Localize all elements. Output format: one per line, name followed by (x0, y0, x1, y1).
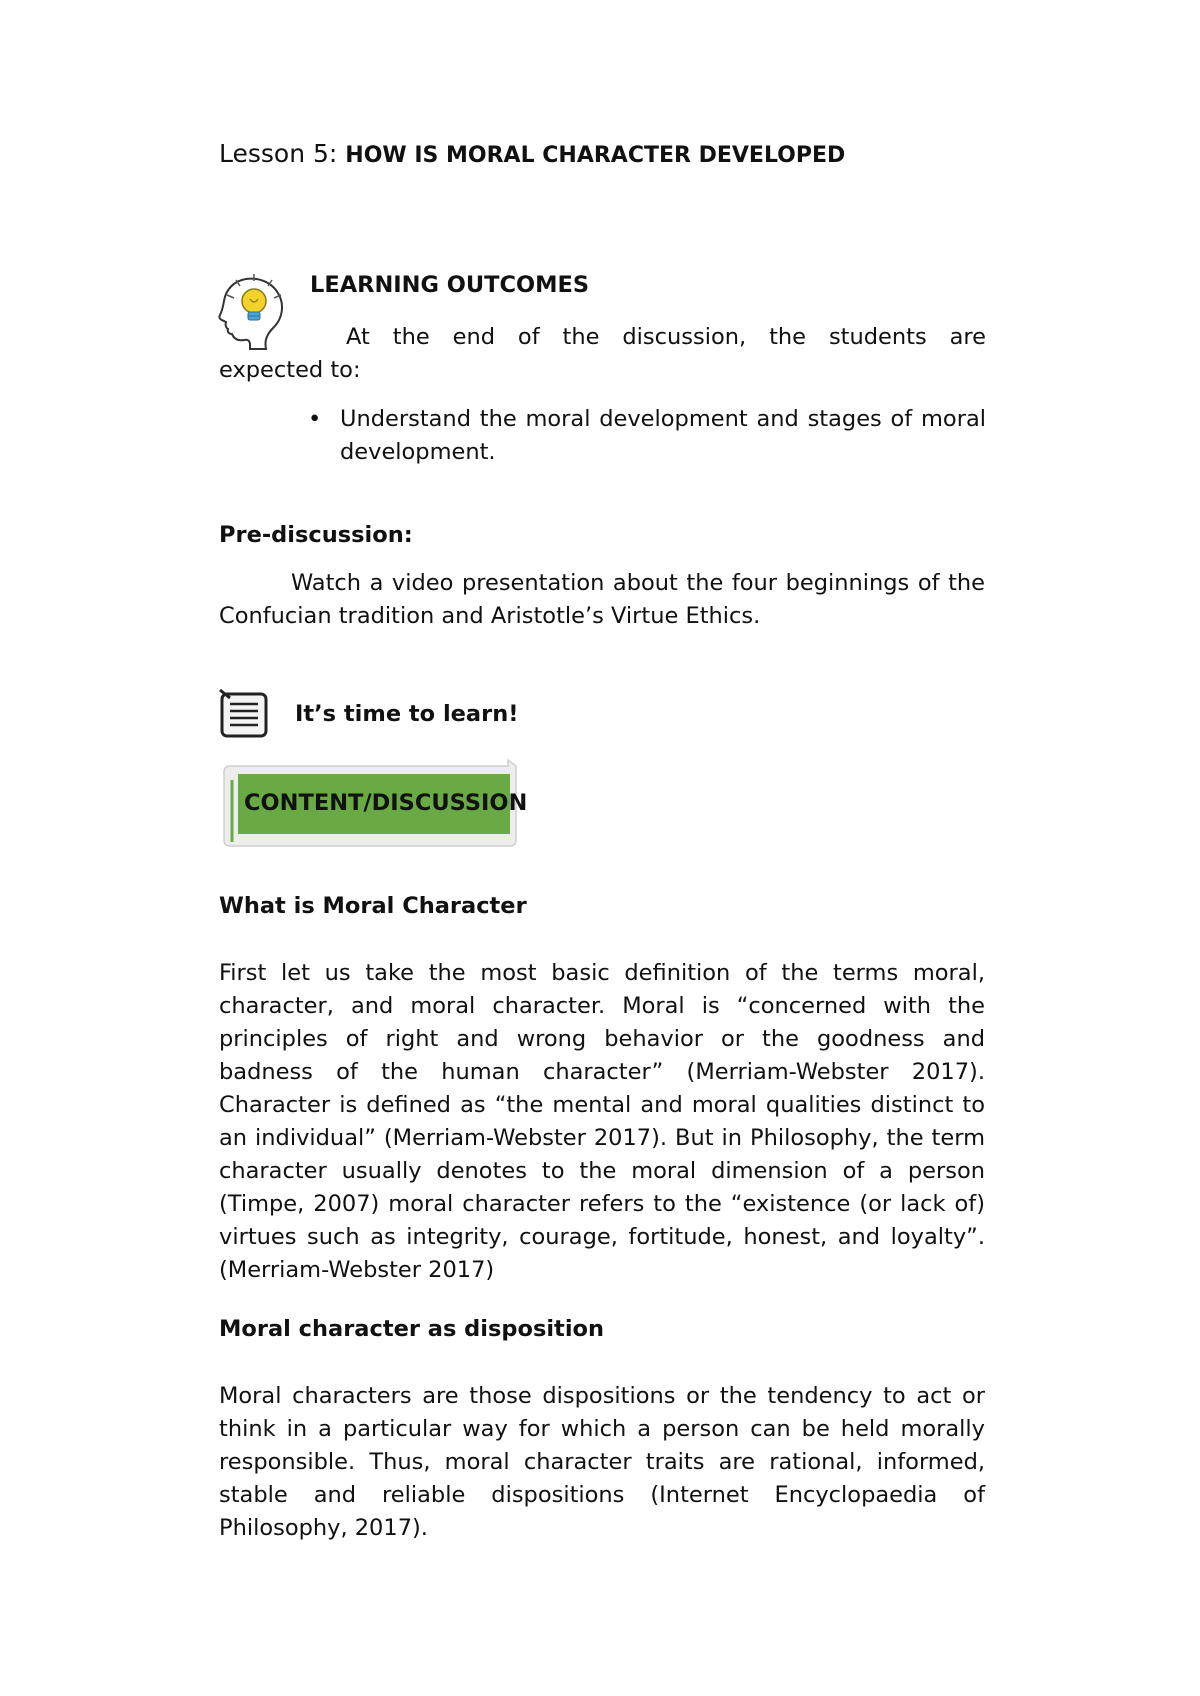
list-item: • Understand the moral development and stages of moral development. (308, 406, 986, 465)
outcomes-intro-line2: expected to: (219, 357, 361, 383)
content-discussion-label: CONTENT/DISCUSSION (244, 790, 528, 816)
lesson-title (219, 139, 845, 168)
learning-outcomes-heading: LEARNING OUTCOMES (310, 272, 590, 298)
lesson-heading: HOW IS MORAL CHARACTER DEVELOPED (345, 143, 846, 168)
pre-discussion-heading: Pre-discussion: (219, 522, 413, 548)
outcome-text: Understand the moral development and stages of moral development. (340, 406, 986, 465)
section-text-disposition: Moral characters are those dispositions or the tendency to act or think in a particular way for which a person can be held morally responsible. Thus, moral character traits are rational, informed, stable and reliable dispositions (Internet Encyclopaedia of Philosophy, 2017). (219, 1383, 985, 1541)
section-heading-moral-character: What is Moral Character (219, 893, 527, 919)
outcomes-intro-line1: At the end of the discussion, the students are (346, 324, 986, 350)
lightbulb-head-icon (216, 271, 290, 353)
section-heading-disposition: Moral character as disposition (219, 1316, 605, 1342)
content-discussion-tab (222, 756, 528, 852)
time-to-learn-label: It’s time to learn! (295, 701, 519, 727)
lesson-prefix: Lesson 5: (219, 139, 338, 168)
section-text-moral-character: First let us take the most basic definition of the terms moral, character, and moral character. Moral is “concerned with the principles of right and wrong behavior or the goodness and badness of the human character” (Merriam-Webster 2017). Character is defined as “the mental and moral qualities distinct to an individual” (Merriam-Webster 2017). But in Philosophy, the term character usually denotes to the moral dimension of a person (Timpe, 2007) moral character refers to the “existence (or lack of) virtues such as integrity, courage, fortitude, honest, and loyalty”. (Merriam-Webster 2017) (219, 960, 985, 1283)
outcomes-list (308, 403, 986, 469)
notepad-icon (218, 688, 270, 740)
pre-discussion-text: Watch a video presentation about the four beginnings of the Confucian tradition and Aristotle’s Virtue Ethics. (219, 570, 985, 629)
